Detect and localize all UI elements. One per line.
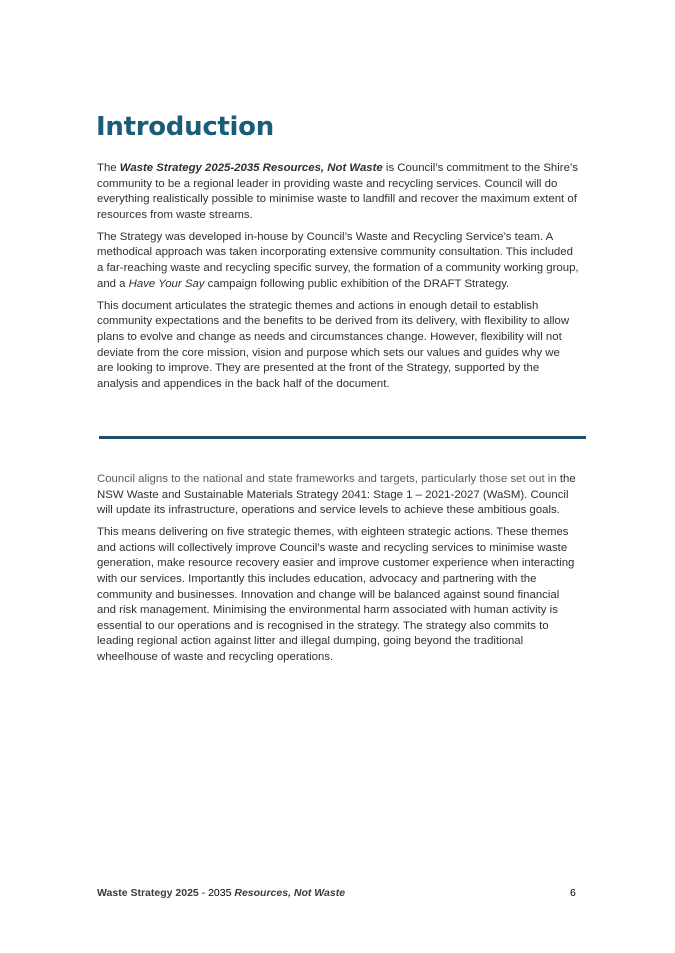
alignment-paragraph-2: This means delivering on five strategic themes, with eighteen strategic actions. These themes and actions will collectively improve Council’s waste and recycling services to minimise waste generation, make resource recovery easier and improve customer experience when interacting with our services. Importantly this includes education, advocacy and partnering with the community and businesses. Innovation and change will be balanced against sound financial and risk management. Minimising the environmental harm associated with human activity is essential to our operations and is recognised in the strategy. The strategy also commits to leading regional action against litter and illegal dumping, going beyond the traditional wheelhouse of waste and recycling operations. xyxy=(97,526,575,664)
alignment-paragraph-1 xyxy=(97,472,579,519)
page-title: Introduction xyxy=(96,112,274,142)
text: Council aligns to the national and state frameworks and targets, particularly those set out in xyxy=(97,473,557,485)
footer-title-dash: - 2035 xyxy=(201,887,232,899)
intro-paragraph-1 xyxy=(97,161,579,223)
text: The Strategy was developed in-house by Council’s Waste and Recycling Service’s team. A methodical approach was taken incorporating extensive community consultation. This included a far-reaching waste and recycling specific survey, the formation of a community working group, and a xyxy=(97,230,579,290)
text: campaign following public exhibition of the DRAFT Strategy. xyxy=(204,277,510,290)
text: the NSW Waste and Sustainable Materials Strategy 2041: Stage 1 – 2021-2027 (WaSM). Council will update its infrastructure, operations and service levels to achieve these ambitious goals. xyxy=(97,473,576,517)
have-your-say-emphasis: Have Your Say xyxy=(128,277,205,290)
footer-document-title xyxy=(97,887,345,899)
footer-title-part1: Waste Strategy 2025 xyxy=(97,887,202,899)
footer-title-part2: Resources, Not Waste xyxy=(231,887,346,899)
text: is Council’s commitment to the Shire’s community to be a regional leader in providing waste and recycling services. Council will do everything realistically possible to minimise waste to landfill and recover the maximum extent of resources from waste streams. xyxy=(97,162,578,221)
strategy-title: Waste Strategy 2025-2035 Resources, Not Waste xyxy=(119,162,383,174)
intro-paragraph-3: This document articulates the strategic themes and actions in enough detail to establish community expectations and the benefits to be derived from its delivery, with flexibility to allow plans to evolve and change as needs and circumstances change. However, flexibility will not deviate from the core mission, vision and purpose which sets our values and guides why we are looking to improve. They are presented at the front of the Strategy, supported by the analysis and appendices in the back half of the document. xyxy=(97,299,570,390)
section-divider xyxy=(99,436,586,439)
text: The xyxy=(97,162,120,174)
page-number: 6 xyxy=(570,887,576,899)
intro-section xyxy=(97,161,579,399)
alignment-section xyxy=(97,472,579,672)
intro-paragraph-2 xyxy=(97,230,579,292)
